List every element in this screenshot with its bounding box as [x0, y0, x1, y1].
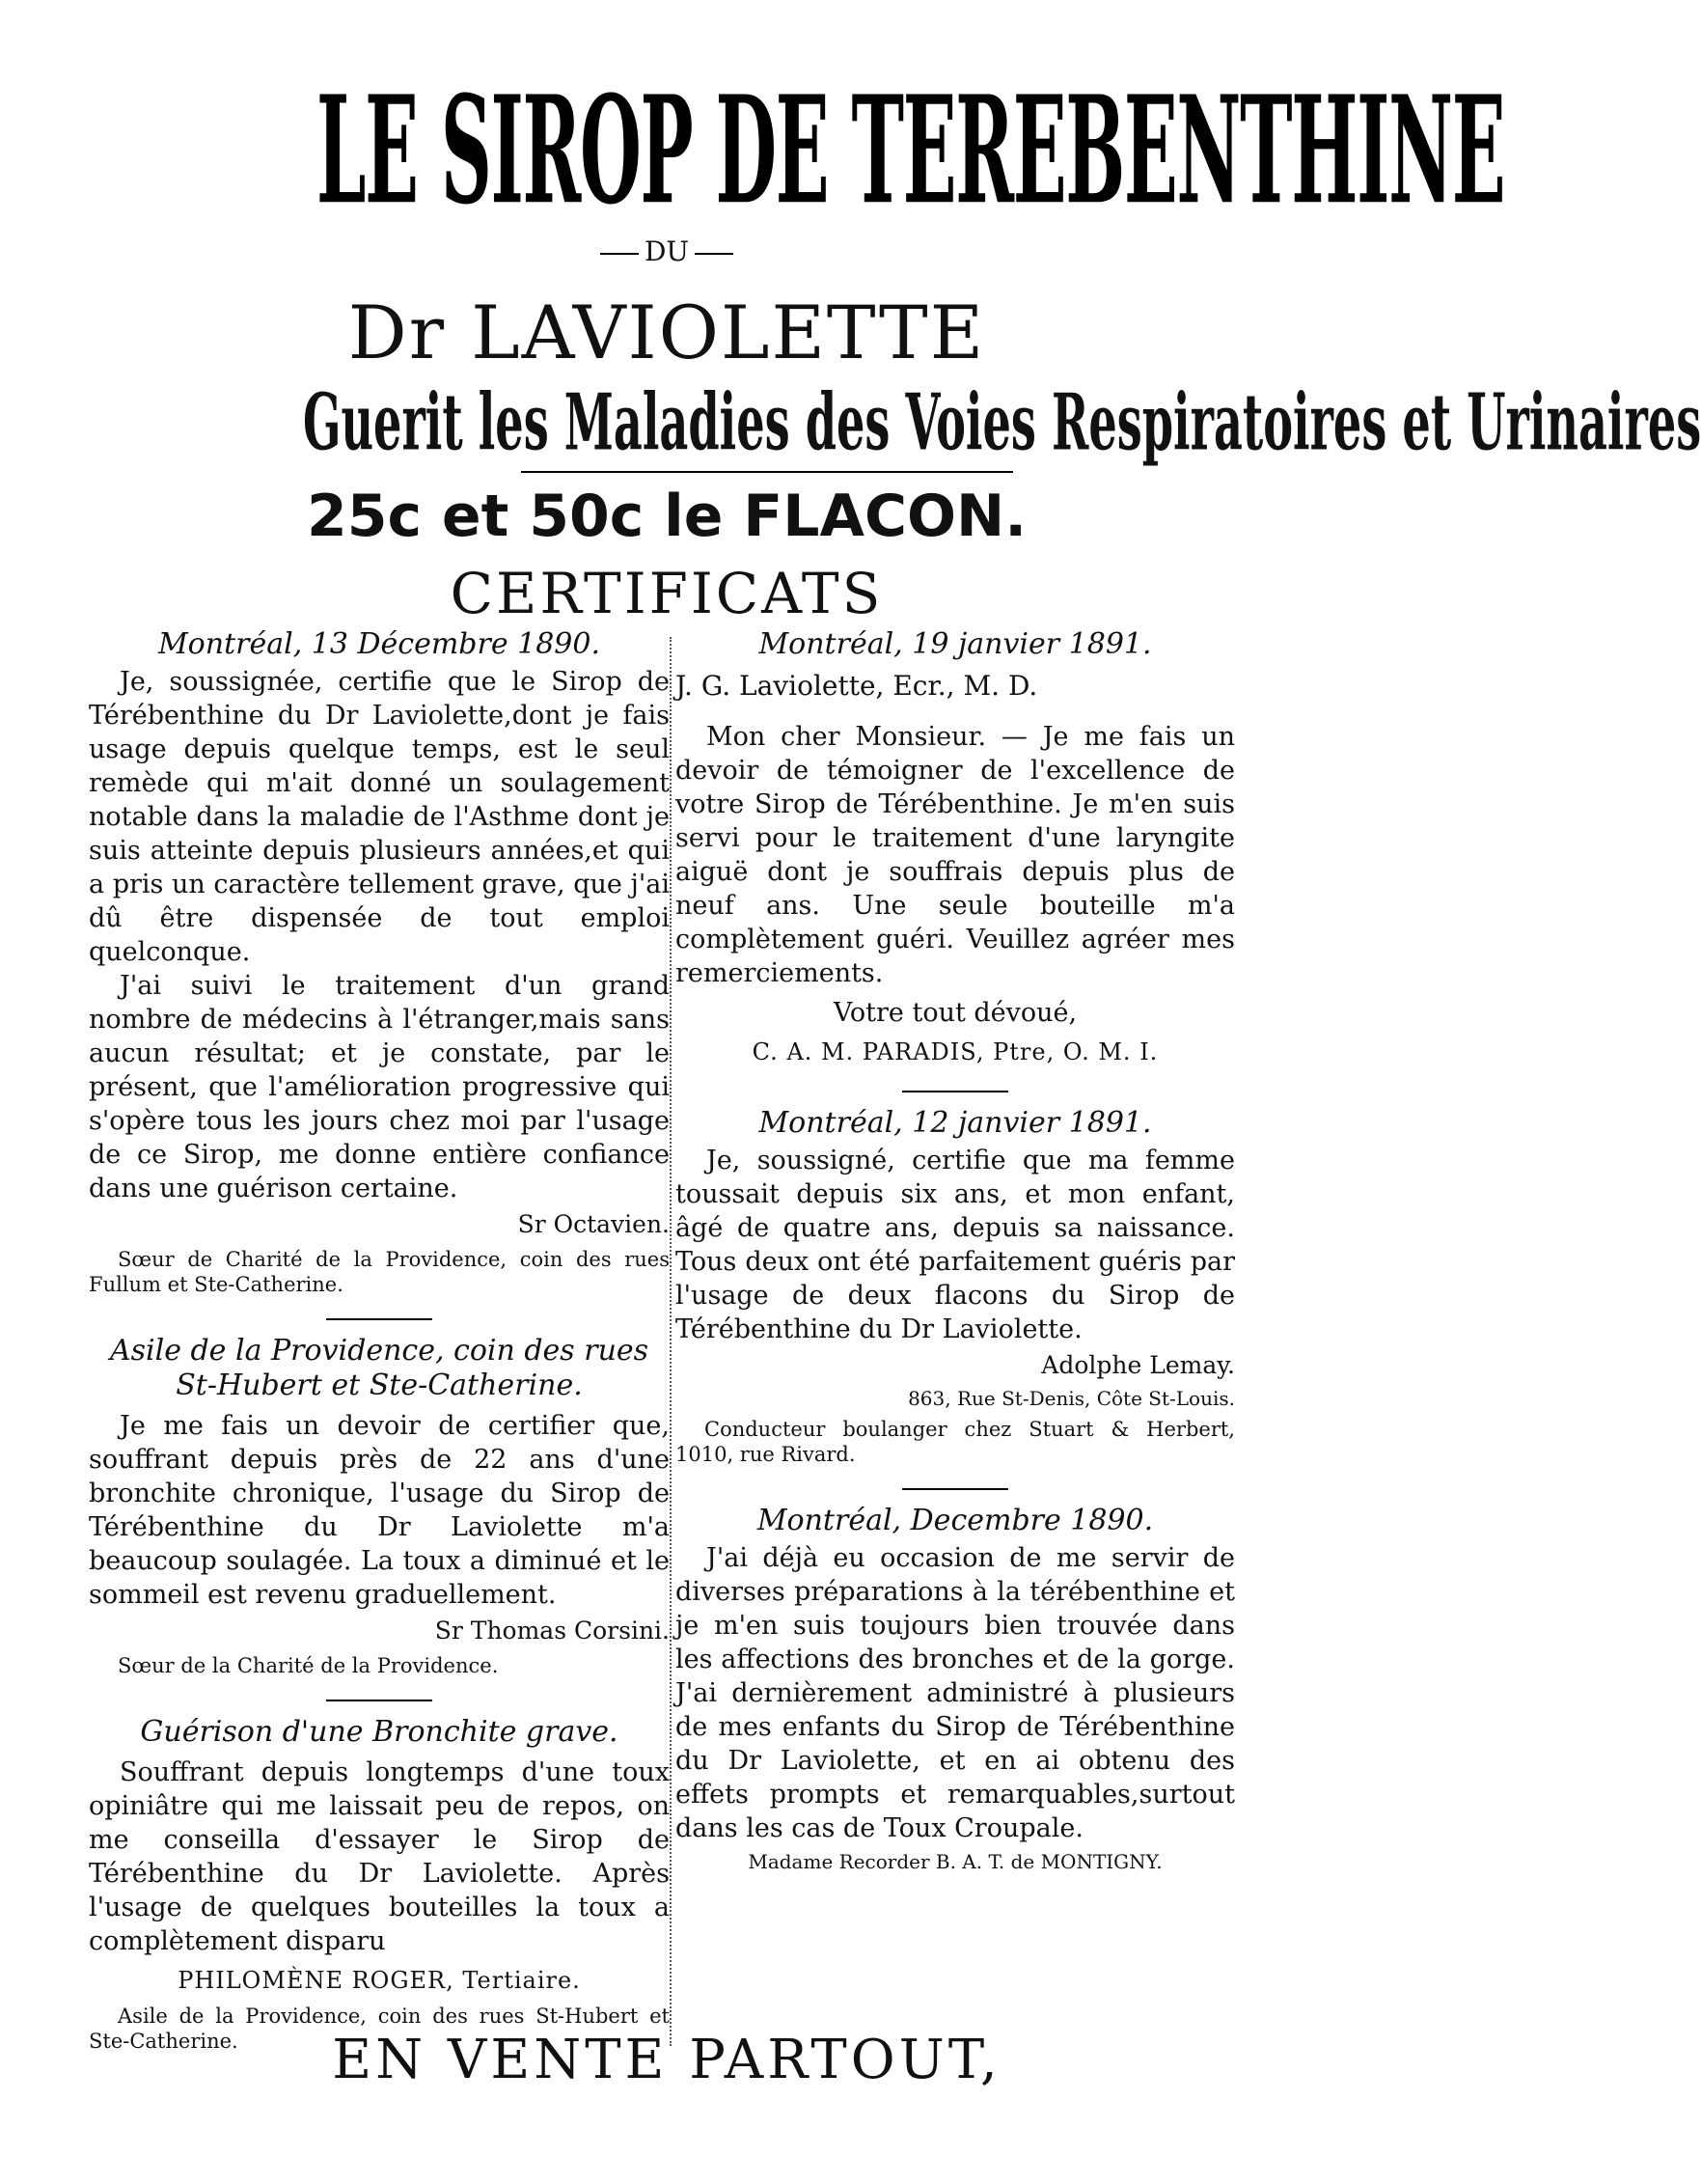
signature: C. A. M. PARADIS, Ptre, O. M. I. [752, 1038, 1159, 1065]
column-divider [670, 637, 672, 2046]
tagline-underline [521, 471, 1013, 473]
separator [902, 1091, 1008, 1092]
du-rule-left [600, 253, 639, 255]
address: 863, Rue St-Denis, Côte St-Louis. [908, 1387, 1235, 1410]
paragraph: Souffrant depuis longtemps d'une toux opiniâtre qui me laissait peu de repos, on me conseilla d'essayer le Sirop de Térébenthine du Dr Laviolette. Après l'usage de quelques bouteilles la toux a complètement disparu [89, 1757, 670, 1956]
dateline: Montréal, 12 janvier 1891. [758, 1106, 1152, 1140]
left-column [89, 627, 670, 2054]
paragraph: Je, soussigné, certifie que ma femme toussait depuis six ans, et mon enfant, âgé de quatre ans, depuis sa naissance. Tous deux ont été parfaitement guéris par l'usage de deux flacons du Sirop de Térébenthine du Dr Laviolette. [675, 1146, 1235, 1344]
doctor-name: Dr LAVIOLETTE [347, 290, 986, 375]
dateline: Montréal, 19 janvier 1891. [758, 627, 1152, 661]
certificate-roger [89, 1715, 670, 2054]
signature-note: Conducteur boulanger chez Stuart & Herbert, 1010, rue Rivard. [675, 1418, 1235, 1466]
closing: Votre tout dévoué, [833, 998, 1078, 1028]
certificate-lemay [675, 1106, 1235, 1467]
separator [326, 1700, 432, 1701]
right-column [675, 627, 1235, 1874]
signature: Sr Octavien. [517, 1210, 670, 1238]
certificate-heading: Guérison d'une Bronchite grave. [140, 1715, 618, 1749]
signature-note: Sœur de la Charité de la Providence. [118, 1654, 499, 1677]
du-rule-right [695, 253, 733, 255]
paragraph: J'ai suivi le traitement d'un grand nombre de médecins à l'étranger,mais sans aucun résultat; et je constate, par le présent, que l'amélioration progressive qui s'opère tous les jours chez moi par l'usage de ce Sirop, me donne entière confiance dans une guérison certaine. [89, 971, 670, 1203]
certificate-heading: Asile de la Providence, coin des rues St-Hubert et Ste-Catherine. [109, 1334, 649, 1402]
signature: Madame Recorder B. A. T. de MONTIGNY. [748, 1850, 1163, 1873]
du-text: DU [644, 235, 690, 267]
paragraph: J'ai déjà eu occasion de me servir de diverses préparations à la térébenthine et je m'en suis toujours bien trouvée dans les affections des bronches et de la gorge. J'ai dernièrement administré à plusieurs de mes enfants du Sirop de Térébenthine du Dr Laviolette, et en ai obtenu des effets prompts et remarquables,surtout dans les cas de Toux Croupale. [675, 1543, 1235, 1843]
separator [326, 1318, 432, 1320]
paragraph: Je me fais un devoir de certifier que, souffrant depuis près de 22 ans d'une bronchite chronique, l'usage du Sirop de Térébenthine du Dr Laviolette m'a beaucoup soulagée. La toux a diminué et le sommeil est revenu graduellement. [89, 1411, 670, 1610]
signature-note: Sœur de Charité de la Providence, coin des rues Fullum et Ste-Catherine. [89, 1248, 670, 1296]
separator [902, 1488, 1008, 1490]
price-line: 25c et 50c le FLACON. [306, 483, 1027, 550]
tagline: Guerit les Maladies des Voies Respiratoires et Urinaires [302, 375, 1701, 469]
signature: Sr Thomas Corsini. [434, 1617, 670, 1645]
addressee: J. G. Laviolette, Ecr., M. D. [675, 670, 1038, 702]
signature: PHILOMÈNE ROGER, Tertiaire. [178, 1967, 581, 1994]
certificate-montigny [675, 1504, 1235, 1874]
certificate-corsini [89, 1334, 670, 1678]
dateline: Montréal, 13 Décembre 1890. [157, 627, 601, 661]
main-title: LE SIROP DE TEREBENTHINE [316, 63, 1505, 237]
signature-note: Asile de la Providence, coin des rues St-Hubert et Ste-Catherine. [89, 2004, 670, 2053]
certificats-heading: CERTIFICATS [450, 561, 884, 626]
footer-slogan: EN VENTE PARTOUT, [332, 2029, 1001, 2091]
signature: Adolphe Lemay. [1041, 1351, 1235, 1379]
title-banner [96, 58, 1505, 241]
certificate-paradis [675, 627, 1235, 1069]
certificate-octavien [89, 627, 670, 1297]
paragraph: Mon cher Monsieur. — Je me fais un devoir de témoigner de l'excellence de votre Sirop de Térébenthine. Je m'en suis servi pour le traitement d'une laryngite aiguë dont je souffrais depuis plus de neuf ans. Une seule bouteille m'a complètement guéri. Veuillez agréer mes remerciements. [675, 722, 1235, 988]
dateline: Montréal, Decembre 1890. [756, 1504, 1154, 1537]
du-line [0, 235, 1333, 267]
paragraph: Je, soussignée, certifie que le Sirop de Térébenthine du Dr Laviolette,dont je fais usage depuis quelque temps, est le seul remède qui m'ait donné un soulagement notable dans la maladie de l'Asthme dont je suis atteinte depuis plusieurs années,et qui a pris un caractère tellement grave, que j'ai dû être dispensée de tout emploi quelconque. [89, 667, 670, 967]
